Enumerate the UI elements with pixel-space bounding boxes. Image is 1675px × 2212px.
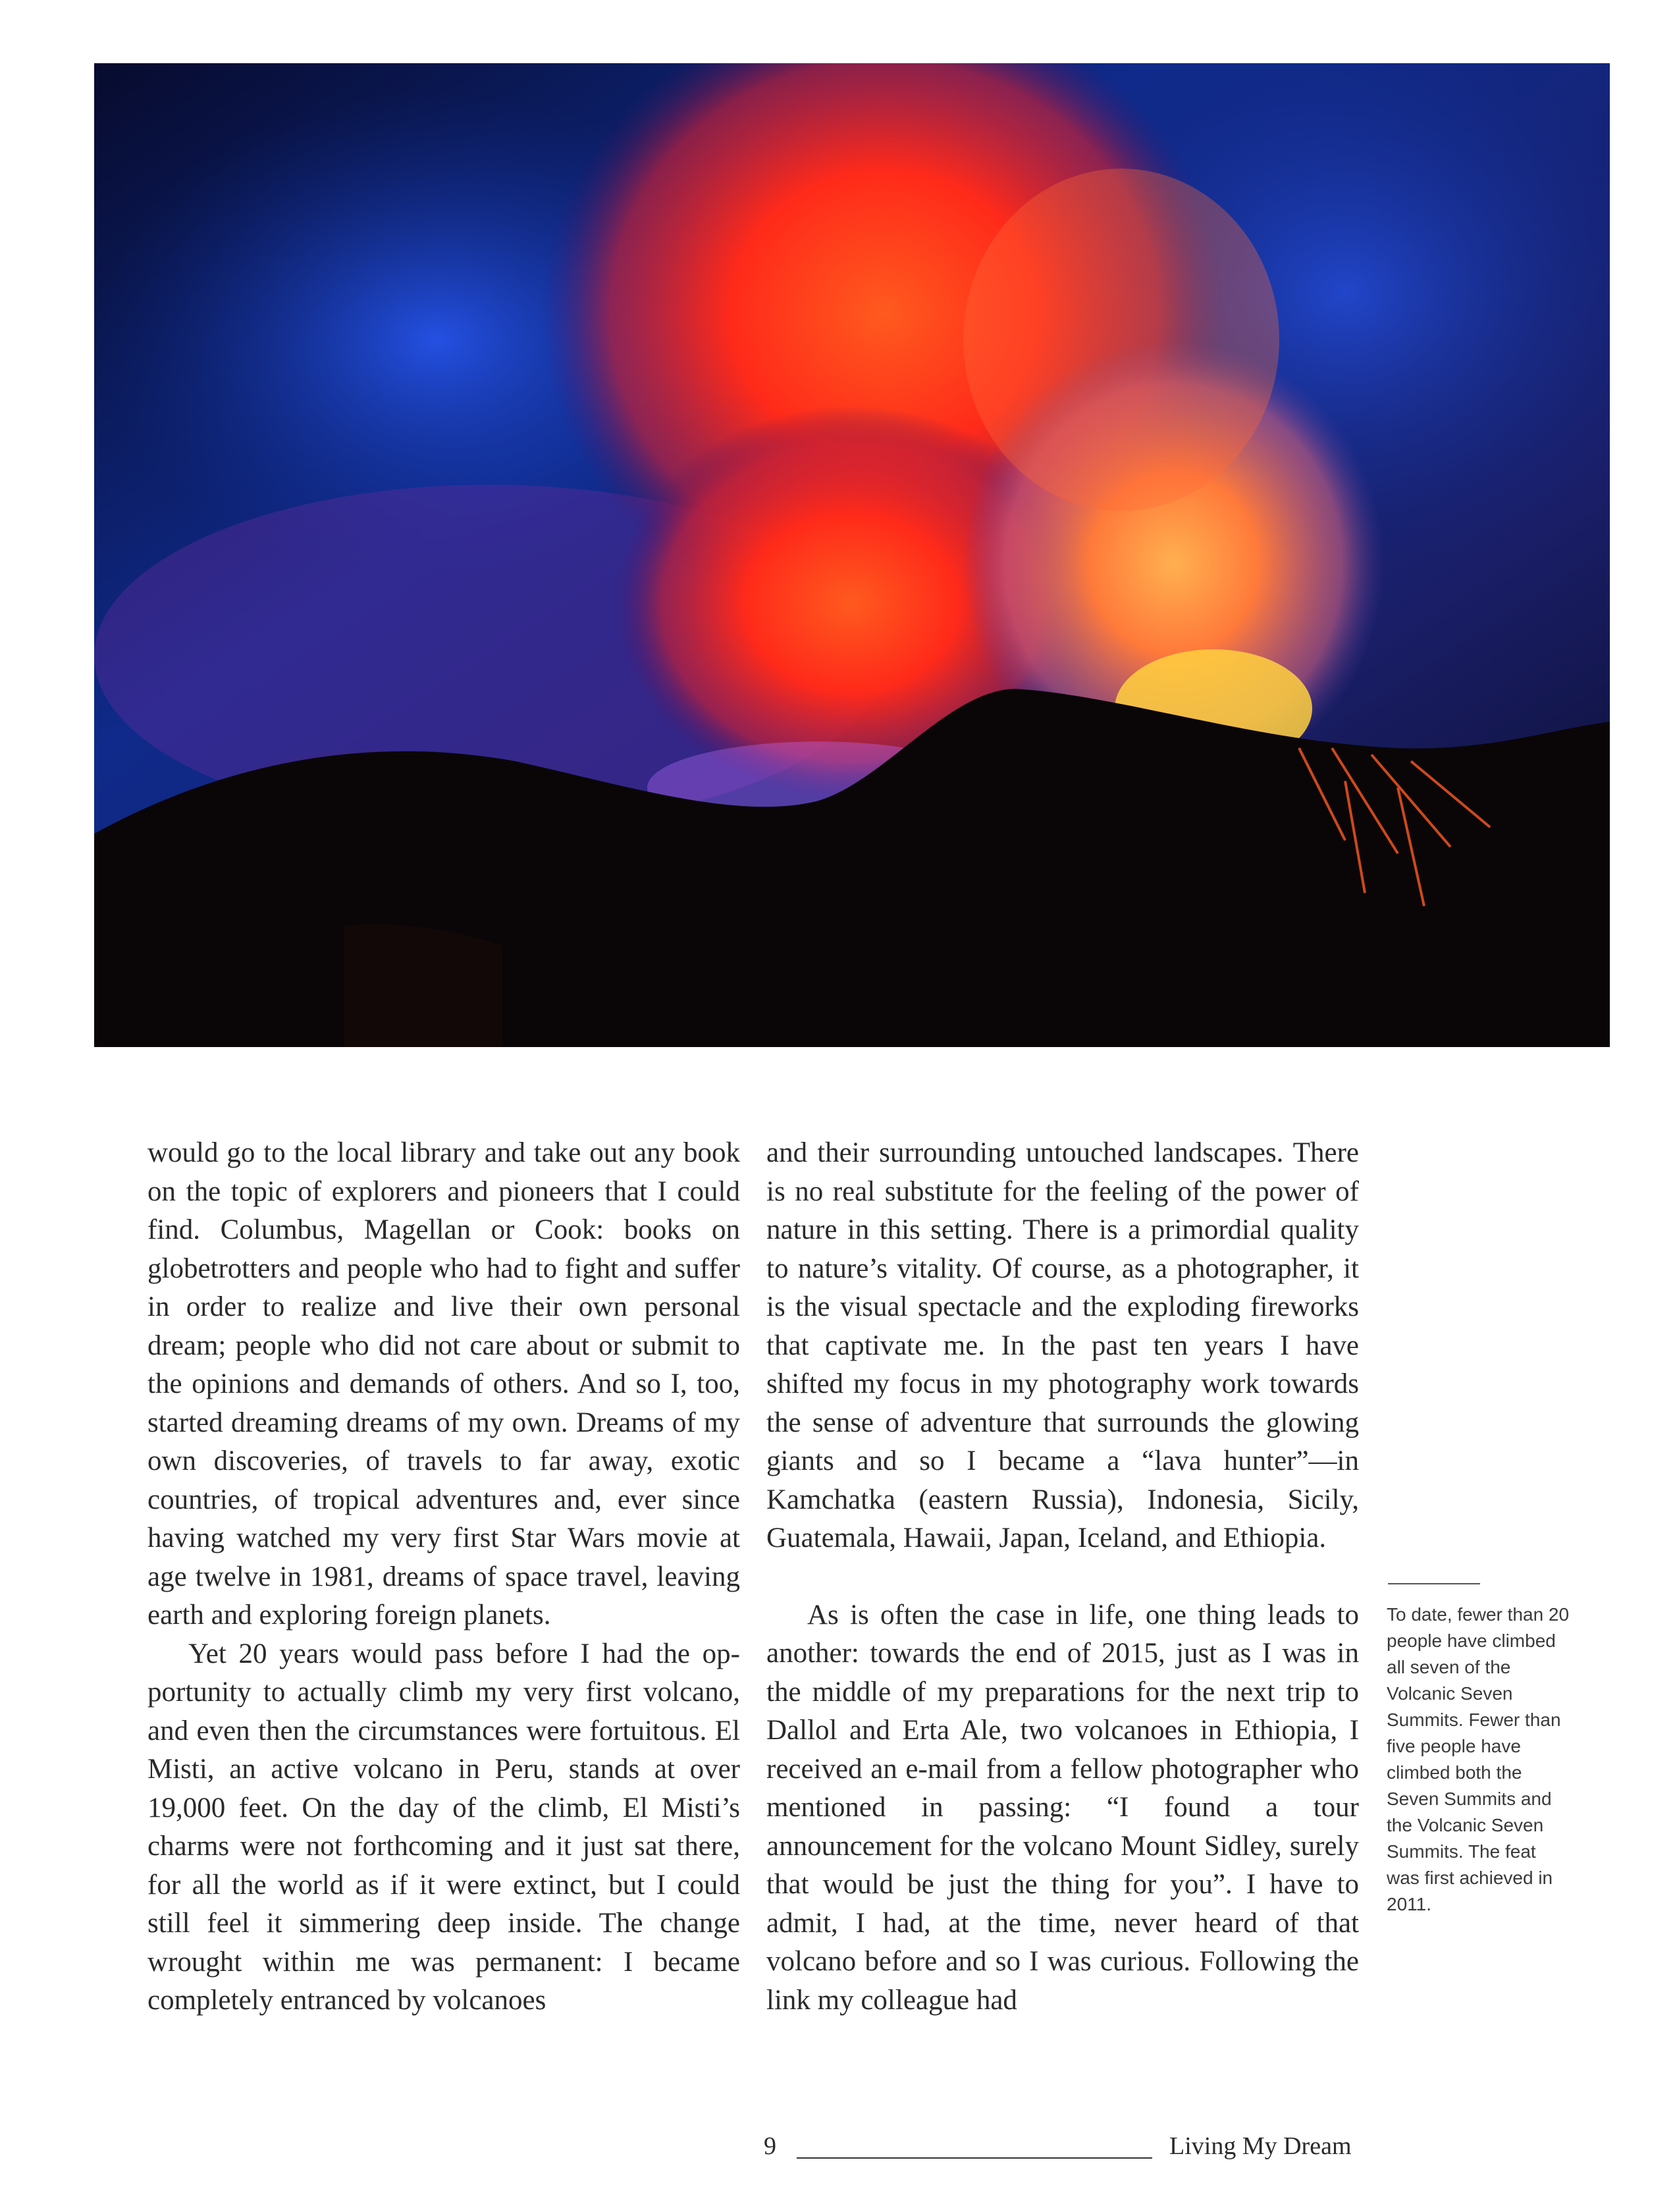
body-paragraph: Yet 20 years would pass before I had the opportunity to actually climb my very first volcano, and even then the circumstances were fortuitous. El Misti, an active volcano in Peru, stands at over 19,000 feet. On the day of the climb, El Misti’s charms were not forthcoming and it just sat there, for all the world as if it were extinct, but I could still feel it simmering deep inside. The change wrought within me was permanent: I became completely entranced by volcanoes bbox=[147, 1638, 740, 2016]
volcano-photo-image bbox=[94, 63, 1610, 1047]
body-paragraph: would go to the local library and take out any book on the topic of explorers and pioneers that I could find. Columbus, Magellan or Cook: books on globetrotters and people who had to fight and suffer in order to realize and live their own personal dream; people who did not care about or submit to the opinions and demands of others. And so I, too, started dreaming dreams of my own. Dreams of my own discoveries, of travels to far away, exotic countries, of tropical adventures and, ever since having watched my very first Star Wars movie at age twelve in 1981, dreams of space travel, leaving earth and exploring foreign planets. bbox=[147, 1137, 740, 1631]
footer-divider bbox=[797, 2157, 1152, 2159]
left-column bbox=[147, 1134, 740, 2020]
sidebar-note: To date, fewer than 20 people have climbed all seven of the Volcanic Seven Summits. Fewer than five people have climbed both the Seven Summits and the Volcanic Seven Summits. The feat was first achieved in 2011. bbox=[1387, 1604, 1570, 1914]
page-number: 9 bbox=[764, 2132, 776, 2160]
body-paragraph: As is often the case in life, one thing leads to another: towards the end of 2015, just as I was in the middle of my preparations for the next trip to Dallol and Erta Ale, two volcanoes in Ethiopia, I received an e-mail from a fellow photographer who mentioned in passing: “I found a tour announcement for the volcano Mount Sidley, surely that would be just the thing for you”. I have to admit, I had, at the time, never heard of that volcano before and so I was curious. Following the link my colleague had bbox=[766, 1599, 1359, 2016]
volcano-photo bbox=[94, 63, 1610, 1047]
middle-column bbox=[766, 1134, 1359, 2020]
running-footer-title: Living My Dream bbox=[1169, 2132, 1352, 2160]
body-paragraph: and their surrounding untouched landscapes. There is no real substitute for the feeling of the power of nature in this setting. There is a primordial quality to nature’s vitality. Of course, as a photographer, it is the visual spectacle and the exploding fireworks that captivate me. In the past ten years I have shifted my focus in my photography work towards the sense of adventure that surrounds the glowing giants and so I became a “lava hunter”—in Kamchatka (eastern Russia), Indonesia, Sicily, Guatemala, Hawaii, Japan, Iceland, and Ethiopia. bbox=[766, 1137, 1359, 1553]
sidebar-divider bbox=[1388, 1583, 1480, 1584]
